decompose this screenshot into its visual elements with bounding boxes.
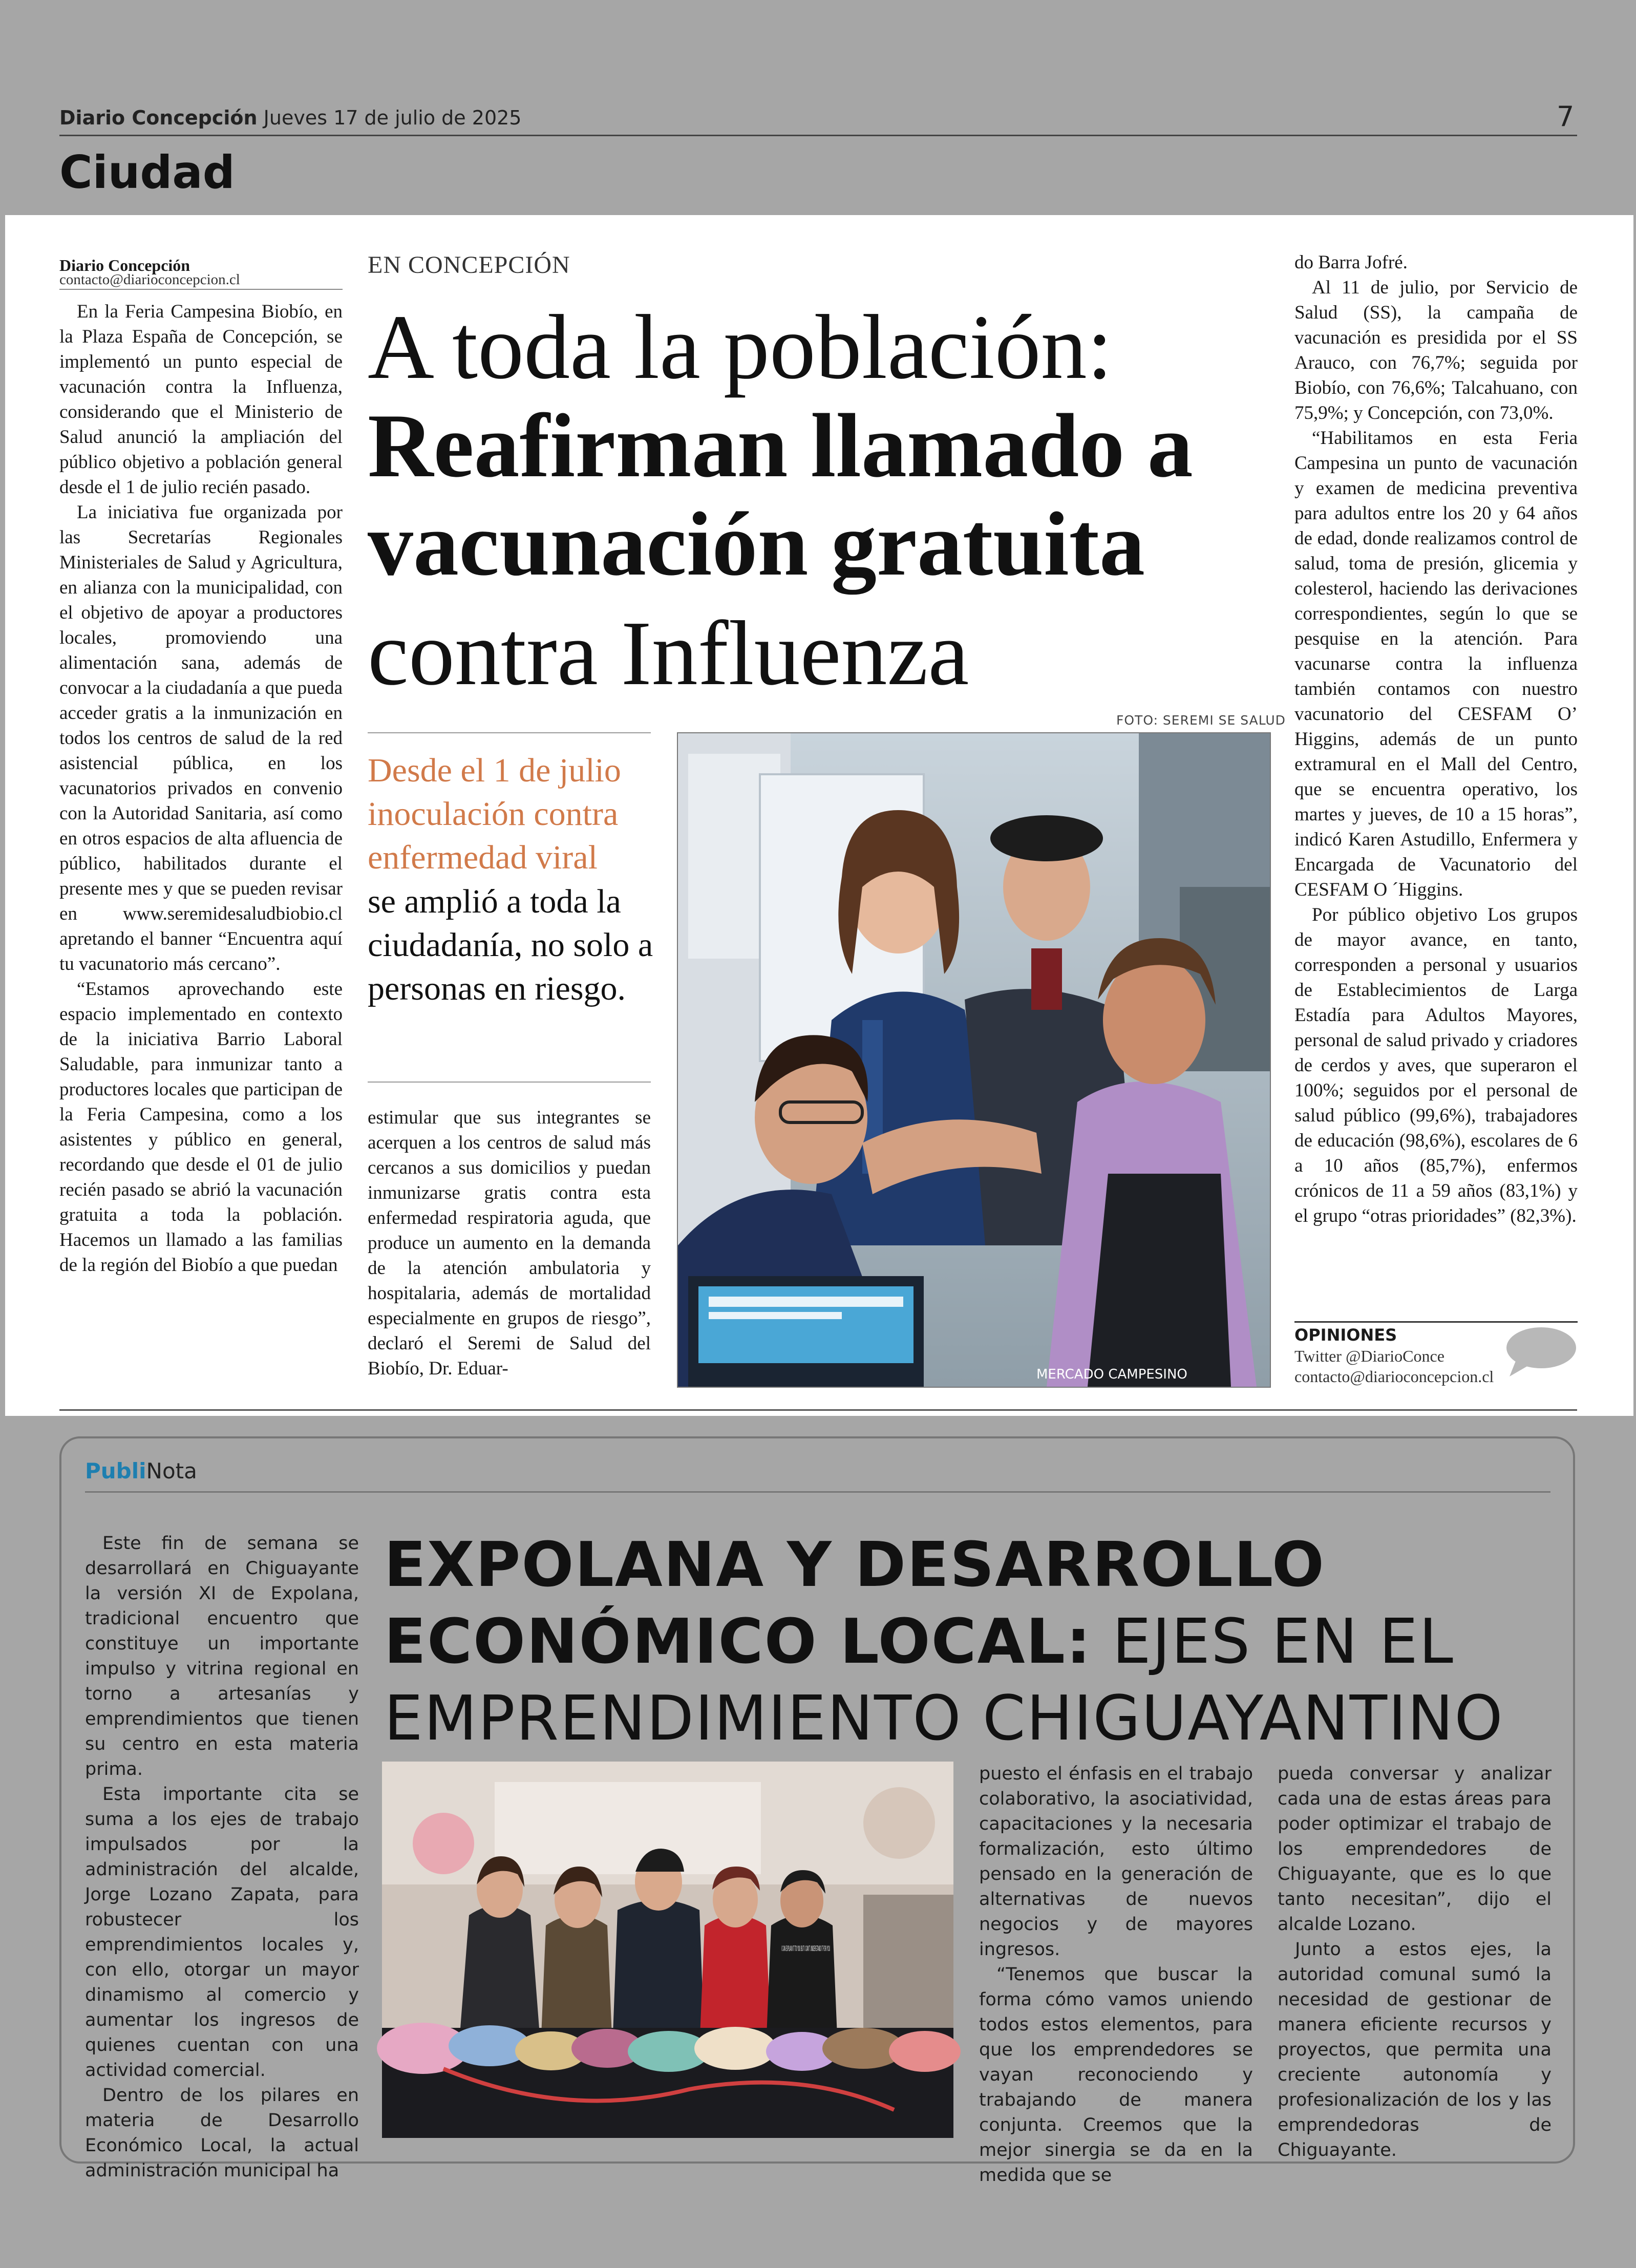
shirt-text: I CAN EXPLAIN IT TO YOU BUT I CAN'T UNDERSTAND IT FOR YOU — [781, 1945, 830, 1953]
paragraph: do Barra Jofré. — [1294, 252, 1408, 273]
page-number: 7 — [1557, 100, 1575, 133]
subtitle-highlight: Desde el 1 de julio inoculación contra enfermedad viral — [368, 752, 621, 876]
opinions-title: OPINIONES — [1294, 1325, 1397, 1345]
speech-bubble-icon — [1505, 1326, 1577, 1377]
headline-line-2: Reafirman llamado a — [368, 395, 1193, 496]
paragraph: Este fin de semana se desarrollará en Chiguayante la versión XI de Expolana, tradicional encuentro que constituye un importante impulso y vitrina regional en torno a artesanías y emprendimientos que tienen su centro en esta materia prima. — [85, 1533, 359, 1779]
publinota-label — [85, 1458, 197, 1483]
subtitle-rule-bottom — [368, 1082, 651, 1083]
paragraph: La iniciativa fue organizada por las Secretarías Regionales Ministeriales de Salud y Agricultura, en alianza con la municipalidad, con el objetivo de apoyar a productores locales, promoviendo una alimentación sana, además de convocar a la ciudadanía a que pueda acceder gratis a la inmunización en todos los centros de salud de la red asistencial pública, en los vacunatorios privados en convenio con la Autoridad Sanitaria, así como en otros espacios de alta afluencia de público, habilitados durante el presente mes y que se pueden revisar en www.seremidesaludbiobio.cl apretando el banner “Encuentra aquí tu vacunatorio más cercano”. — [59, 502, 343, 974]
opinions-rule — [1294, 1321, 1578, 1323]
article-kicker: EN CONCEPCIÓN — [368, 251, 570, 279]
expolana-photo — [382, 1762, 953, 2138]
publinota-title-line-1: EXPOLANA Y DESARROLLO — [384, 1530, 1325, 1601]
publinota-rule — [85, 1491, 1550, 1493]
apron-label: MERCADO CAMPESINO — [1036, 1367, 1187, 1382]
publinota-column-1 — [85, 1531, 359, 2184]
publinota-column-2 — [979, 1762, 1253, 2188]
article-column-3 — [1294, 250, 1578, 1228]
expolana-photo-illustration — [382, 1762, 953, 2138]
paragraph: “Tenemos que buscar la forma cómo vamos uniendo todos estos elementos, para que los emprendedores se vayan reconociendo y trabajando de manera conjunta. Creemos que la mejor sinergia se da en la medida que se — [979, 1964, 1253, 2186]
paragraph: Por público objetivo Los grupos de mayor avance, en tanto, corresponden a personal y usuarios de Establecimientos de Larga Estadía para Adultos Mayores, personal de salud privado y criadores de cerdos y aves, que superaron el 100%; seguidos por el personal de salud público (99,6%), trabajadores de educación (98,6%), escolares de 6 a 10 años (85,7%), enfermos crónicos de 11 a 59 años (83,1%) y el grupo “otras prioridades” (82,3%). — [1294, 904, 1578, 1226]
headline-line-3: vacunación gratuita — [368, 493, 1145, 595]
byline-name: Diario Concepción — [59, 256, 190, 274]
headline-line-1: A toda la población: — [368, 296, 1113, 398]
article-bottom-rule — [59, 1409, 1577, 1411]
publinota-label-colored: Publi — [85, 1458, 146, 1483]
publinota-column-3 — [1278, 1762, 1552, 2163]
paragraph: puesto el énfasis en el trabajo colaborativo, la asociatividad, capacitaciones y la necesaria formalización, esto último pensado en la generación de alternativas de nuevos negocios y de mayores ingresos. — [979, 1764, 1253, 1960]
byline-email[interactable]: contacto@diarioconcepcion.cl — [59, 271, 240, 288]
publinota-label-rest: Nota — [146, 1458, 197, 1483]
publinota-title-line-3: EMPRENDIMIENTO CHIGUAYANTINO — [384, 1683, 1504, 1754]
byline-rule — [59, 289, 343, 290]
article-column-2 — [368, 1105, 651, 1381]
publinota-title-bold: ECONÓMICO LOCAL: — [384, 1606, 1092, 1678]
section-title: Ciudad — [59, 146, 235, 199]
issue-date: Jueves 17 de julio de 2025 — [263, 107, 522, 129]
publinota-title-line-2 — [384, 1604, 1454, 1681]
photo-credit: FOTO: SEREMI SE SALUD — [1116, 713, 1286, 728]
paragraph: estimular que sus integrantes se acerquen a los centros de salud más cercanos a sus domicilios y puedan inmunizarse gratis contra esta enfermedad respiratoria aguda, que produce un aumento en la demanda de la atención ambulatoria y hospitalaria, además de mortalidad especialmente en grupos de riesgo”, declaró el Seremi de Salud del Biobío, Dr. Eduar- — [368, 1107, 651, 1379]
paragraph: Dentro de los pilares en materia de Desarrollo Económico Local, la actual administración municipal ha — [85, 2085, 359, 2181]
paragraph: “Estamos aprovechando este espacio implementado en contexto de la iniciativa Barrio Laboral Saludable, para inmunizar tanto a productores locales que participan de la Feria Campesina, como a los asistentes y público en general, recordando que desde el 01 de julio recién pasado se abrió la vacunación gratuita a toda la población. Hacemos un llamado a las familias de la región del Biobío a que puedan — [59, 979, 343, 1276]
headline-line-4: contra Influenza — [368, 602, 969, 704]
header-rule — [59, 135, 1577, 136]
paragraph: Al 11 de julio, por Servicio de Salud (SS), la campaña de vacunación es presidida por el SS Arauco, con 76,7%; seguida por Biobío, con 76,6%; Talcahuano, con 75,9%; y Concepción, con 73,0%. — [1294, 277, 1578, 423]
paragraph: “Habilitamos en esta Feria Campesina un punto de vacunación y examen de medicina preventiva para adultos entre los 20 y 64 años de edad, donde realizamos control de salud, toma de presión, glicemia y colesterol, haciendo las derivaciones correspondientes, según lo que se pesquise en la atención. Para vacunarse contra la influenza también contamos con nuestro vacunatorio del CESFAM O’ Higgins, además de un punto extramural en el Mall del Centro, que se encuentra operativo, los martes y jueves, de 10 a 15 horas”, indicó Karen Astudillo, Enfermera y Encargada de Vacunatorio del CESFAM O ´Higgins. — [1294, 428, 1578, 900]
subtitle-rule-top — [368, 732, 651, 733]
subtitle-rest: se amplió a toda la ciudadanía, no solo a personas en riesgo. — [368, 883, 653, 1007]
vaccination-photo-illustration — [678, 733, 1270, 1387]
opinions-email[interactable]: contacto@diarioconcepcion.cl — [1294, 1367, 1494, 1386]
article-column-1 — [59, 299, 343, 1278]
vaccination-photo — [677, 732, 1271, 1388]
newspaper-name: Diario Concepción — [59, 107, 258, 129]
publinota-title-rest: EJES EN EL — [1092, 1606, 1454, 1678]
paragraph: En la Feria Campesina Biobío, en la Plaza España de Concepción, se implementó un punto especial de vacunación contra la Influenza, considerando que el Ministerio de Salud anunció la ampliación del público objetivo a población general desde el 1 de julio recién pasado. — [59, 301, 343, 498]
masthead — [59, 107, 521, 129]
paragraph: Junto a estos ejes, la autoridad comunal sumó la necesidad de gestionar de manera eficiente recursos y proyectos, que permita una creciente autonomía y profesionalización de los y las emprendedoras de Chiguayante. — [1278, 1939, 1552, 2160]
paragraph: Esta importante cita se suma a los ejes de trabajo impulsados por la administración del alcalde, Jorge Lozano Zapata, para robustecer los emprendimientos locales y, con ello, otorgar un mayor dinamismo al comercio y aumentar los ingresos de quienes cuentan con una actividad comercial. — [85, 1784, 359, 2081]
opinions-twitter[interactable]: Twitter @DiarioConce — [1294, 1347, 1444, 1365]
paragraph: pueda conversar y analizar cada una de estas áreas para poder optimizar el trabajo de los emprendedores de Chiguayante, que es lo que tanto necesitan”, dijo el alcalde Lozano. — [1278, 1764, 1552, 1935]
